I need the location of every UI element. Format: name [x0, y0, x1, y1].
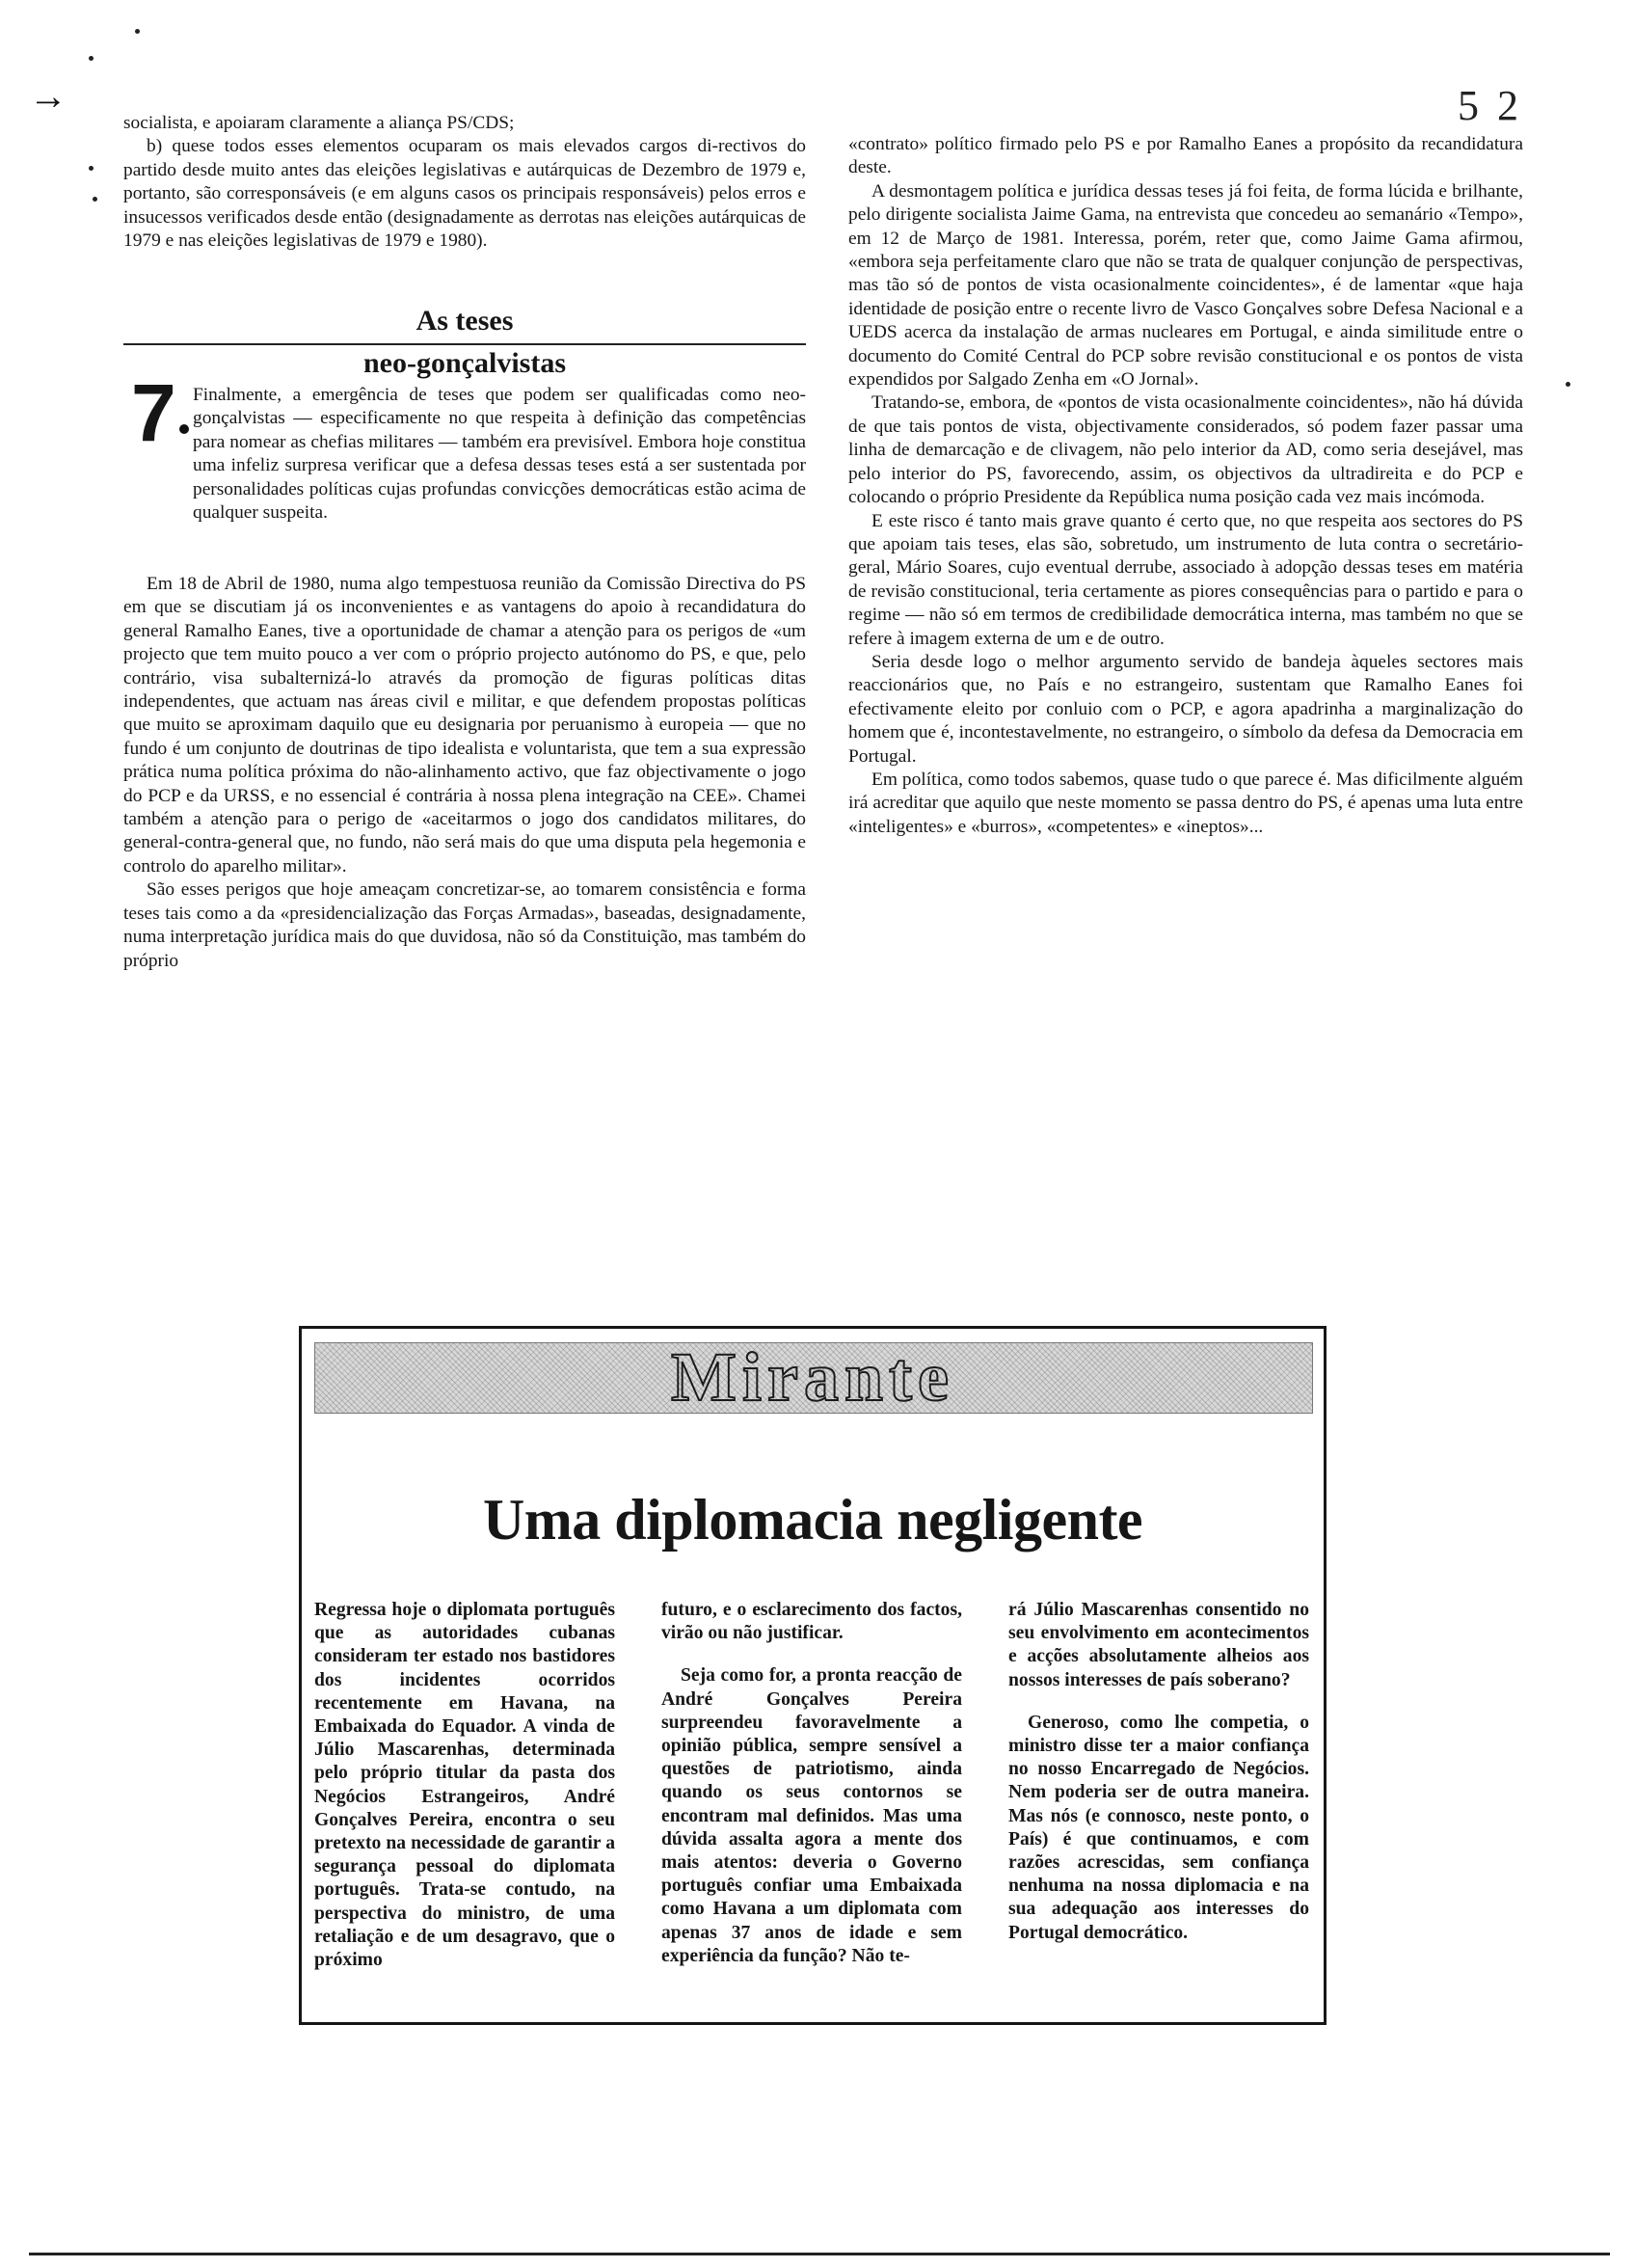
- scan-speck: [93, 197, 97, 202]
- paragraph: Em 18 de Abril de 1980, numa algo tempestuosa reunião da Comissão Directiva do PS em que se discutiam já os inconvenientes e as vantagens do apoio à recandidatura do general Ramalho Eanes, tive a oportunidade de chamar a atenção para os perigos de «um projecto que tem muito pouco a ver com o próprio projecto autónomo do PS, e que, pelo contrário, visa subalternizá-lo através da promoção de figuras políticas ditas independentes, que actuam nas áreas civil e militar, e que defendem propostas políticas que muito se aproximam daquilo que eu designaria por peruanismo à europeia — que no fundo é um conjunto de doutrinas de tipo idealista e voluntarista, que tem a sua expressão prática numa política próxima do não-alinhamento activo, que faz objectivamente o jogo do PCP e da URSS, e no essencial é contrária à nossa plena integração na CEE». Chamei também a atenção para o perigo de «aceitarmos o jogo dos candidatos militares, do general-contra-general que, no fundo, não será mais do que uma disputa pela hegemonia e controlo do aparelho militar».: [123, 574, 806, 877]
- paragraph: «contrato» político firmado pelo PS e por Ramalho Eanes a propósito da recandidatura deste.: [848, 134, 1523, 178]
- box-column-2: [661, 1599, 962, 1987]
- scan-speck: [89, 56, 94, 61]
- paragraph: Finalmente, a emergência de teses que podem ser qualificadas como neo-gonçalvistas — especificamente no que respeita à definição das competências para nomear as chefias militares — também era previsível. Embora hoje constitua uma infeliz surpresa verificar que a defesa dessas teses está a ser sustentada por personalidades políticas cujas profundas convicções democráticas estão acima de qualquer suspeita.: [193, 385, 806, 524]
- paragraph: Tratando-se, embora, de «pontos de vista ocasionalmente coincidentes», não há dúvida de que tais pontos de vista, objectivamente considerados, só podem fazer passar uma linha de demarcação e de clivagem, não pelo interior da AD, como seria desejável, mas pelo interior do PS, favorecendo, assim, os objectivos da ultradireita e do PCP e colocando o próprio Presidente da República numa posição cada vez mais incómoda.: [848, 392, 1523, 508]
- section-title-line2: neo-gonçalvistas: [363, 347, 566, 379]
- paragraph: b) quese todos esses elementos ocuparam os mais elevados cargos di-rectivos do partido desde muito antes das eleições legislativas e autárquicas de Dezembro de 1979 e, portanto, são corresponsáveis (e em alguns casos os principais responsáveis) pelos erros e insucessos verificados desde então (designadamente as derrotas nas eleições autárquicas de 1979 e nas eleições legislativas de 1979 e 1980).: [123, 136, 806, 252]
- paragraph: Seja como for, a pronta reacção de André Gonçalves Pereira surpreendeu favoravelmente a opinião pública, sempre sensível a questões de patriotismo, ainda quando os seus contornos se encontram mal definidos. Mas uma dúvida assalta agora a mente dos mais atentos: deveria o Governo português confiar uma Embaixada como Havana a um diplomata com apenas 37 anos de idade e sem experiência da função? Não te-: [661, 1665, 962, 1966]
- section-first-paragraph: [193, 384, 806, 525]
- paragraph: socialista, e apoiaram claramente a aliança PS/CDS;: [123, 113, 515, 133]
- paragraph: Em política, como todos sabemos, quase tudo o que parece é. Mas dificilmente alguém irá acreditar que aquilo que neste momento se passa dentro do PS, é apenas uma luta entre «inteligentes» e «burros», «competentes» e «ineptos»...: [848, 769, 1523, 837]
- section-body: [123, 573, 806, 973]
- paragraph: E este risco é tanto mais grave quanto é certo que, no que respeita aos sectores do PS que apoiam tais teses, elas são, sobretudo, um instrumento de luta contra o secretário-geral, Mário Soares, cujo eventual derrube, associado à adopção dessas teses em matéria de revisão constitucional, teria certamente as piores consequências para o partido e para o regime — não só em termos de credibilidade democrática interna, mas também no que se refere à imagem externa de um e de outro.: [848, 510, 1523, 649]
- box-column-1: [314, 1599, 615, 1991]
- scan-speck: [89, 166, 94, 171]
- paragraph: rá Júlio Mascarenhas consentido no seu envolvimento em acontecimentos e acções absolutamente alheios aos nossos interesses de país soberano?: [1008, 1600, 1309, 1690]
- paragraph: Generoso, como lhe competia, o ministro disse ter a maior confiança no nosso Encarregado de Negócios. Nem poderia ser de outra maneira. Mas nós (e connosco, neste ponto, o País) é que continuamos, e com razões acrescidas, sem confiança nenhuma na nossa diplomacia e na sua adequação aos interesses do Portugal democrático.: [1008, 1712, 1309, 1943]
- right-column: [848, 133, 1523, 839]
- box-column-3: [1008, 1599, 1309, 1964]
- bottom-edge-rule: [29, 2253, 1610, 2255]
- box-headline: Uma diplomacia negligente: [482, 1488, 1143, 1552]
- mirante-banner-title: Mirante: [671, 1338, 954, 1416]
- drop-cap-dot: [179, 424, 189, 434]
- margin-arrow-mark: →: [29, 74, 67, 118]
- scan-speck: [1566, 382, 1570, 387]
- paragraph: São esses perigos que hoje ameaçam concretizar-se, ao tomarem consistência e forma teses tais como a da «presidencialização das Forças Armadas», baseadas, designadamente, numa interpretação jurídica mais do que duvidosa, não só da Constituição, mas também do próprio: [123, 879, 806, 971]
- paragraph: futuro, e o esclarecimento dos factos, virão ou não justificar.: [661, 1600, 962, 1644]
- left-column-intro: [123, 112, 806, 253]
- section-title-rule: [123, 343, 806, 345]
- paragraph: A desmontagem política e jurídica dessas teses já foi feita, de forma lúcida e brilhante, pelo dirigente socialista Jaime Gama, na entrevista que concedeu ao semanário «Tempo», em 12 de Março de 1981. Interessa, porém, reter que, como Jaime Gama afirmou, «embora seja perfeitamente claro que não se trata de qualquer conjunção de perspectivas, mas tão só de pontos de vista ocasionalmente coincidentes», é de lamentar «que haja identidade de posição entre o recente livro de Vasco Gonçalves sobre Defesa Nacional e a UEDS acerca da instalação de armas nucleares em Portugal, e ainda similitude entre o documento do Comité Central do PCP sobre revisão constitucional e os pontos de vista expendidos por Salgado Zenha em «O Jornal».: [848, 180, 1523, 391]
- section-title-line1: As teses: [415, 305, 514, 337]
- scan-speck: [135, 29, 140, 34]
- page-number: 5 2: [1458, 82, 1522, 129]
- drop-cap: 7: [131, 367, 176, 458]
- paragraph: Seria desde logo o melhor argumento servido de bandeja àqueles sectores mais reaccionários que, no País e no estrangeiro, sustentam que Ramalho Eanes foi efectivamente eleito por conluio com o PCP, e agora apadrinha a marginalização do homem que é, incontestavelmente, no estrangeiro, o símbolo da defesa da Democracia em Portugal.: [848, 651, 1523, 767]
- paragraph: Regressa hoje o diplomata português que as autoridades cubanas consideram ter estado nos bastidores dos incidentes ocorridos recentemente em Havana, na Embaixada do Equador. A vinda de Júlio Mascarenhas, determinada pelo próprio titular da pasta dos Negócios Estrangeiros, André Gonçalves Pereira, encontra o seu pretexto na necessidade de garantir a segurança pessoal do diplomata português. Trata-se contudo, na perspectiva do ministro, de uma retaliação e de um desagravo, que o próximo: [314, 1600, 615, 1971]
